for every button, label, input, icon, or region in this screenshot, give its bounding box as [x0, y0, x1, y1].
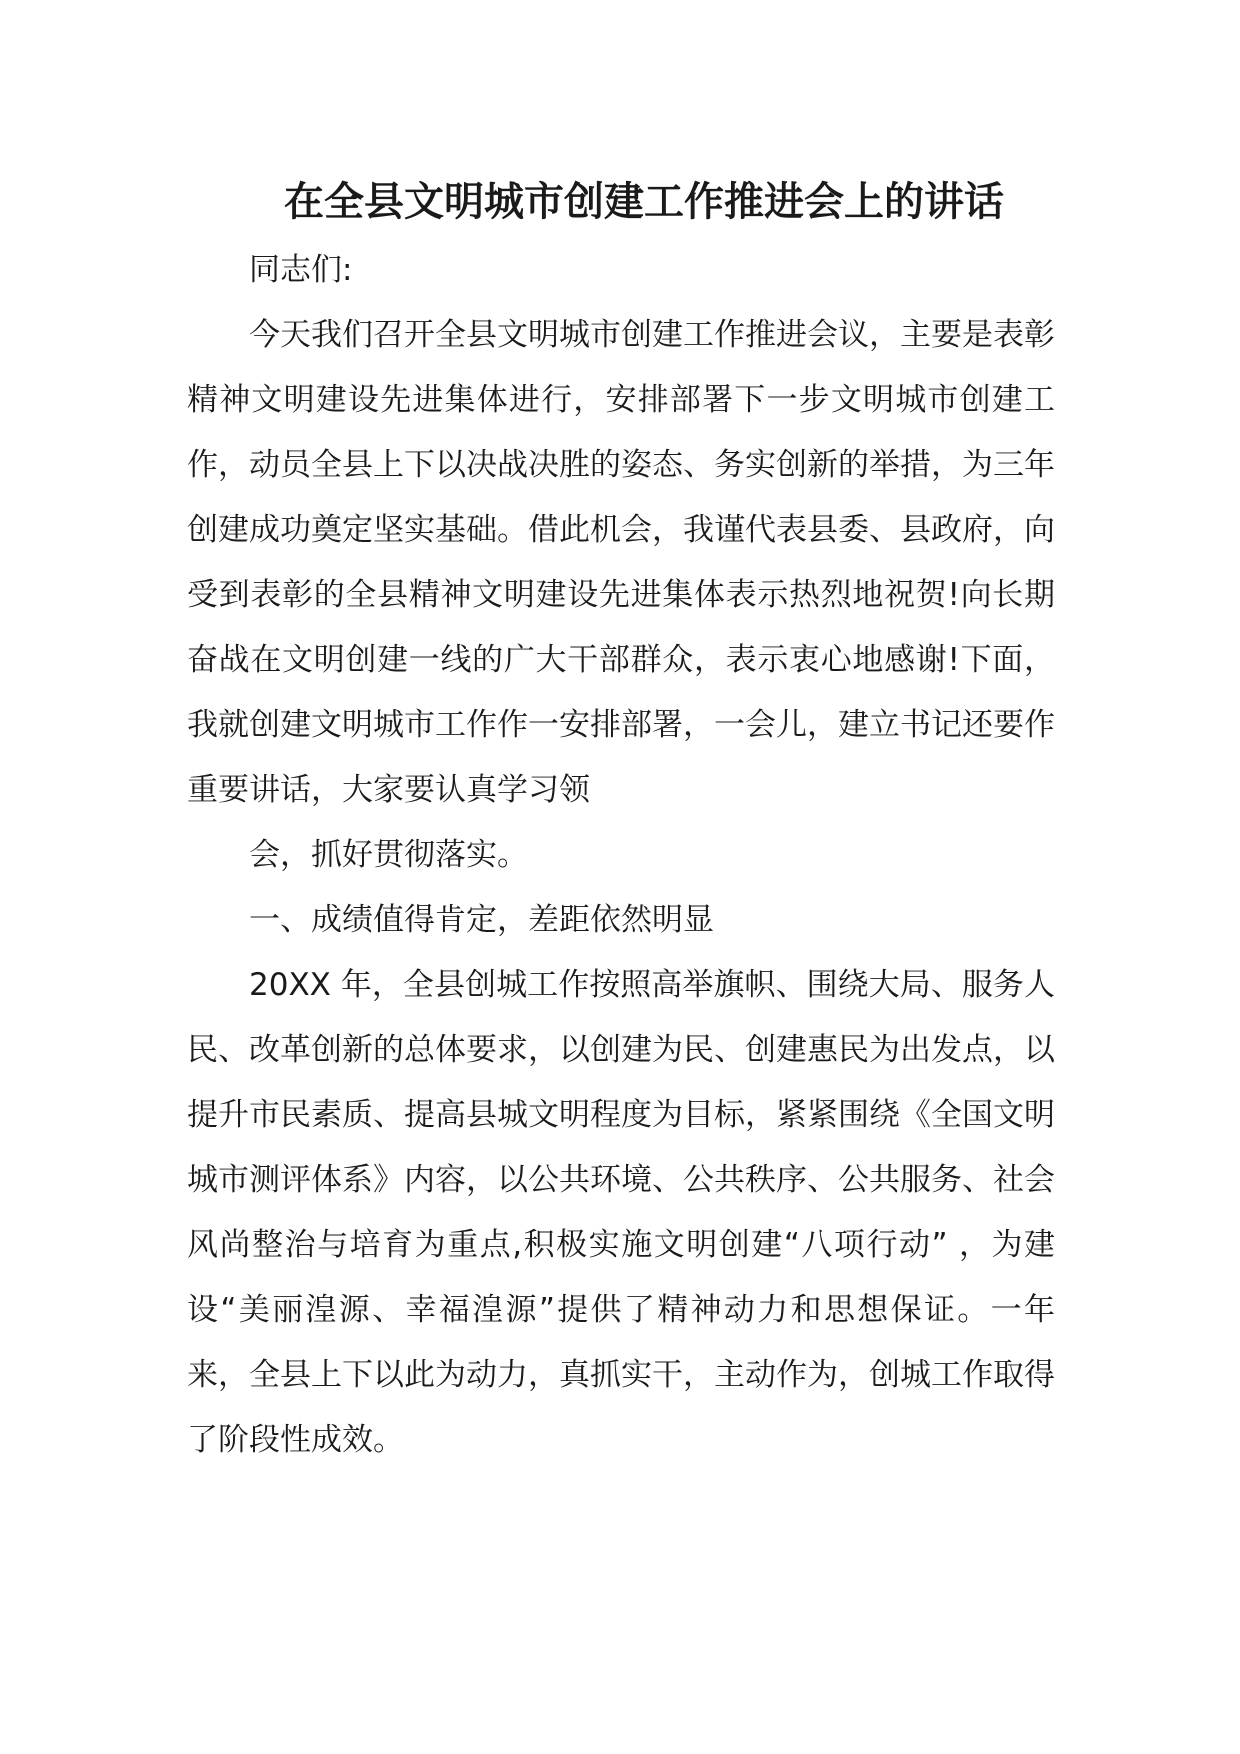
paragraph-opening: 今天我们召开全县文明城市创建工作推进会议，主要是表彰精神文明建设先进集体进行，安排部署下一步文明城市创建工作，动员全县上下以决战决胜的姿态、务实创新的举措，为三年创建成功奠定坚实基础。借此机会，我谨代表县委、县政府，向受到表彰的全县精神文明建设先进集体表示热烈地祝贺!向长期奋战在文明创建一线的广大干部群众，表示衷心地感谢!下面，我就创建文明城市工作作一安排部署，一会儿，建立书记还要作重要讲话，大家要认真学习领: [187, 317, 1055, 808]
paragraph-continuation: 会，抓好贯彻落实。: [249, 837, 528, 873]
section-heading-1: 一、成绩值得肯定，差距依然明显: [249, 902, 714, 938]
document-body: [187, 238, 1055, 1473]
paragraph-achievements: 20XX 年，全县创城工作按照高举旗帜、围绕大局、服务人民、改革创新的总体要求，以创建为民、创建惠民为出发点，以提升市民素质、提高县城文明程度为目标，紧紧围绕《全国文明城市测评体系》内容，以公共环境、公共秩序、公共服务、社会风尚整治与培育为重点,积极实施文明创建“八项行动” ，为建设“美丽湟源、幸福湟源”提供了精神动力和思想保证。一年来，全县上下以此为动力，真抓实干，主动作为，创城工作取得了阶段性成效。: [187, 967, 1055, 1458]
document-title: 在全县文明城市创建工作推进会上的讲话: [284, 179, 1004, 225]
salutation: 同志们:: [249, 252, 353, 288]
